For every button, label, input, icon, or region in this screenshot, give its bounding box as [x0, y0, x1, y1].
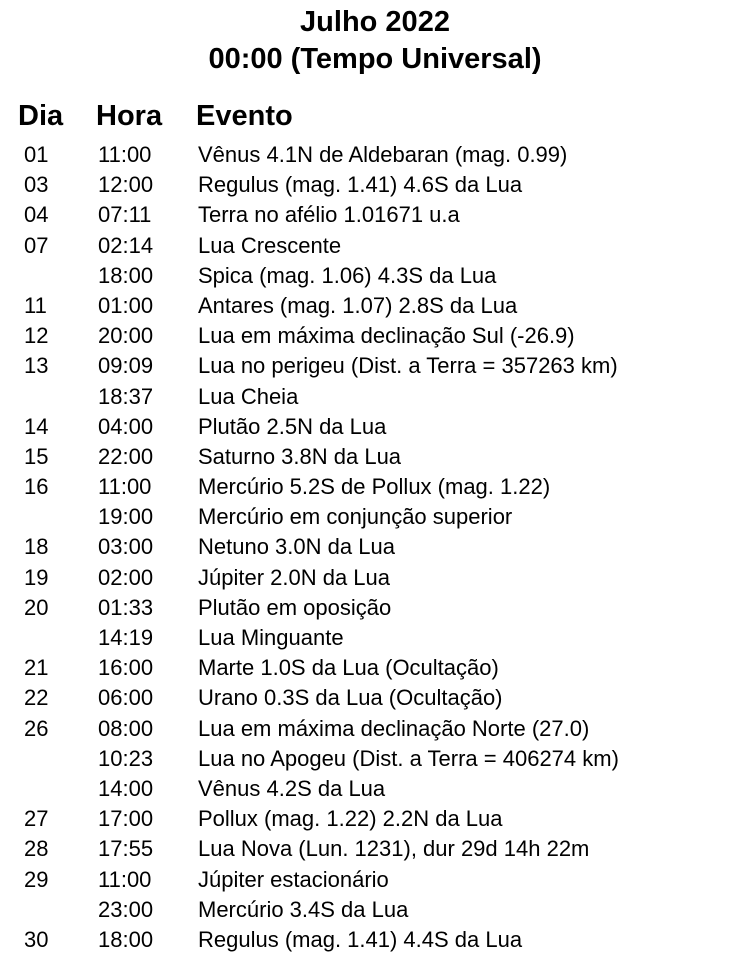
row-event: Terra no afélio 1.01671 u.a	[198, 202, 460, 228]
column-header-day: Dia	[18, 100, 64, 132]
row-event: Plutão em oposição	[198, 594, 392, 620]
row-time: 22:00	[98, 443, 154, 469]
row-day: 30	[24, 926, 49, 952]
row-event: Lua em máxima declinação Norte (27.0)	[198, 715, 590, 741]
row-event: Antares (mag. 1.07) 2.8S da Lua	[198, 292, 518, 318]
row-time: 03:00	[98, 534, 154, 560]
table-row	[0, 231, 750, 261]
table-row	[0, 653, 750, 683]
row-day: 14	[24, 413, 49, 439]
row-time: 07:11	[98, 202, 152, 228]
row-day: 01	[24, 142, 49, 167]
row-time: 11:00	[98, 142, 152, 167]
row-event: Lua Minguante	[198, 625, 344, 650]
row-day: 11	[24, 292, 47, 318]
row-time: 18:37	[98, 383, 154, 409]
row-day: 22	[24, 685, 49, 711]
row-time: 17:55	[98, 836, 154, 862]
row-time: 17:00	[98, 806, 154, 832]
table-row	[0, 412, 750, 442]
table-row	[0, 502, 750, 532]
table-row	[0, 351, 750, 381]
row-time: 01:33	[98, 594, 154, 620]
row-event: Pollux (mag. 1.22) 2.2N da Lua	[198, 806, 503, 832]
table-row	[0, 865, 750, 895]
row-event: Mercúrio 3.4S da Lua	[198, 896, 409, 922]
row-time: 04:00	[98, 413, 154, 439]
row-time: 09:09	[98, 353, 154, 379]
row-day: 21	[24, 655, 49, 681]
table-row	[0, 321, 750, 351]
row-time: 10:23	[98, 745, 154, 771]
row-day: 28	[24, 836, 49, 862]
row-time: 14:00	[98, 775, 154, 801]
row-day: 27	[24, 806, 49, 832]
row-event: Lua Crescente	[198, 232, 342, 258]
page-subtitle: 00:00 (Tempo Universal)	[208, 43, 542, 75]
row-day: 20	[24, 594, 49, 620]
table-row	[0, 593, 750, 623]
row-event: Plutão 2.5N da Lua	[198, 413, 387, 439]
table-row	[0, 563, 750, 593]
table-row	[0, 774, 750, 804]
table-row	[0, 261, 750, 291]
table-row	[0, 200, 750, 230]
row-time: 23:00	[98, 896, 154, 922]
row-time: 01:00	[98, 292, 154, 318]
row-day: 19	[24, 564, 49, 590]
row-event: Mercúrio em conjunção superior	[198, 504, 513, 530]
table-row	[0, 442, 750, 472]
row-day: 04	[24, 202, 49, 228]
table-row	[0, 804, 750, 834]
table-row	[0, 170, 750, 200]
row-event: Netuno 3.0N da Lua	[198, 534, 395, 560]
row-event: Lua no perigeu (Dist. a Terra = 357263 km)	[198, 353, 618, 379]
row-event: Lua Cheia	[198, 383, 299, 409]
row-event: Regulus (mag. 1.41) 4.4S da Lua	[198, 926, 523, 952]
table-row	[0, 714, 750, 744]
table-row	[0, 623, 750, 653]
events-table	[0, 140, 750, 955]
table-row	[0, 834, 750, 864]
row-day: 16	[24, 474, 49, 500]
column-header-time: Hora	[96, 100, 163, 132]
row-event: Lua Nova (Lun. 1231), dur 29d 14h 22m	[198, 836, 590, 862]
row-event: Spica (mag. 1.06) 4.3S da Lua	[198, 262, 497, 288]
page-title: Julho 2022	[300, 6, 450, 38]
row-day: 12	[24, 323, 49, 349]
row-time: 18:00	[98, 926, 154, 952]
table-row	[0, 291, 750, 321]
row-event: Urano 0.3S da Lua (Ocultação)	[198, 685, 503, 711]
row-event: Vênus 4.1N de Aldebaran (mag. 0.99)	[198, 142, 568, 167]
row-time: 12:00	[98, 172, 154, 198]
row-time: 02:14	[98, 232, 154, 258]
row-event: Marte 1.0S da Lua (Ocultação)	[198, 655, 499, 681]
row-day: 07	[24, 232, 49, 258]
row-day: 03	[24, 172, 49, 198]
row-day: 18	[24, 534, 49, 560]
row-day: 15	[24, 443, 49, 469]
row-time: 08:00	[98, 715, 154, 741]
row-event: Lua em máxima declinação Sul (-26.9)	[198, 323, 575, 349]
row-time: 02:00	[98, 564, 154, 590]
row-day: 13	[24, 353, 49, 379]
row-event: Lua no Apogeu (Dist. a Terra = 406274 km)	[198, 745, 619, 771]
row-time: 11:00	[98, 866, 152, 892]
table-row	[0, 925, 750, 955]
row-event: Regulus (mag. 1.41) 4.6S da Lua	[198, 172, 523, 198]
row-day: 29	[24, 866, 49, 892]
row-time: 14:19	[98, 625, 154, 650]
table-row	[0, 532, 750, 562]
row-event: Saturno 3.8N da Lua	[198, 443, 402, 469]
row-event: Vênus 4.2S da Lua	[198, 775, 386, 801]
table-row	[0, 895, 750, 925]
row-day: 26	[24, 715, 49, 741]
row-event: Júpiter 2.0N da Lua	[198, 564, 391, 590]
row-time: 20:00	[98, 323, 154, 349]
row-time: 16:00	[98, 655, 154, 681]
table-row	[0, 140, 750, 170]
row-time: 06:00	[98, 685, 154, 711]
row-time: 18:00	[98, 262, 154, 288]
row-time: 19:00	[98, 504, 154, 530]
row-time: 11:00	[98, 474, 152, 500]
table-row	[0, 472, 750, 502]
table-row	[0, 683, 750, 713]
column-header-event: Evento	[196, 100, 293, 132]
table-row	[0, 744, 750, 774]
table-row	[0, 382, 750, 412]
row-event: Mercúrio 5.2S de Pollux (mag. 1.22)	[198, 474, 551, 500]
row-event: Júpiter estacionário	[198, 866, 389, 892]
